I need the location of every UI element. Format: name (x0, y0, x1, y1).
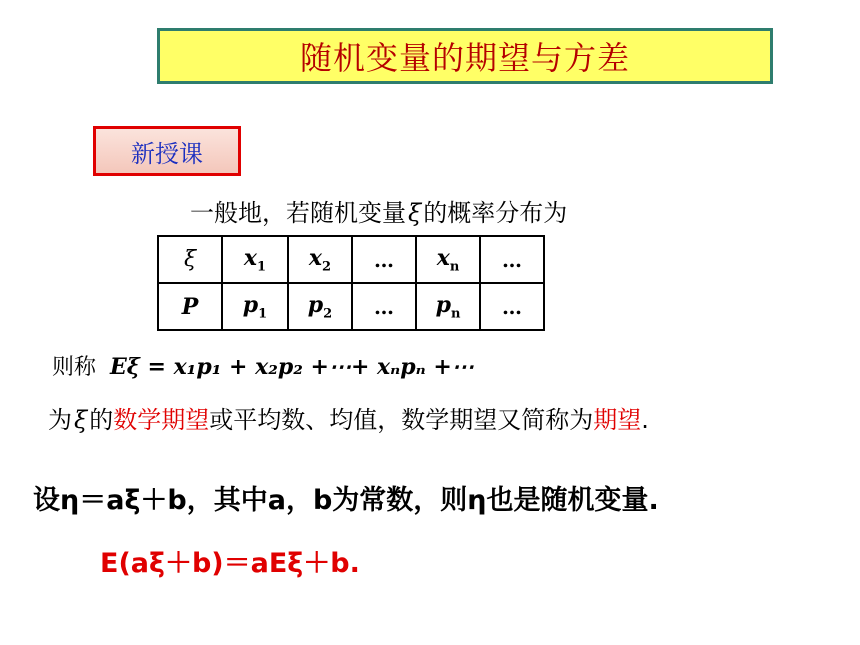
page-title: 随机变量的期望与方差 (299, 39, 630, 77)
intro-text-before: 一般地，若随机变量 (190, 199, 406, 227)
def-part1: 为 (48, 406, 72, 434)
xi-symbol: ξ (74, 406, 88, 434)
expectation-formula: Eξ = x₁p₁ + x₂p₂ +⋯+ xₙpₙ +⋯ (110, 354, 474, 380)
probability-distribution-table (157, 235, 545, 331)
term-mathematical-expectation: 数学期望 (113, 406, 210, 434)
formula-prefix: 则称 (52, 355, 97, 380)
cell-p1: $p_1$ (222, 283, 288, 330)
term-expectation: 期望 (593, 406, 642, 434)
row-head-xi: ξ (158, 236, 222, 283)
cell-x2: $x_2$ (288, 236, 352, 283)
definition-sentence (48, 400, 649, 435)
new-lesson-badge (93, 126, 241, 176)
expectation-formula-line (52, 350, 474, 381)
cell-pn: $p_n$ (416, 283, 480, 330)
linear-transform-statement: 设η＝aξ＋b，其中a，b为常数，则η也是随机变量. (33, 485, 659, 516)
title-banner (157, 28, 773, 84)
intro-sentence (190, 193, 567, 228)
cell-xn: $x_n$ (416, 236, 480, 283)
linearity-result: E(aξ＋b)＝aEξ＋b. (100, 548, 360, 579)
table-row-xi (158, 236, 544, 283)
cell-ellipsis: … (480, 283, 544, 330)
table-row-p (158, 283, 544, 330)
cell-ellipsis: … (352, 236, 416, 283)
cell-p2: $p_2$ (288, 283, 352, 330)
cell-ellipsis: … (480, 236, 544, 283)
xi-symbol: ξ (408, 199, 422, 227)
def-part3: 或平均数、均值，数学期望又简称为 (209, 406, 594, 434)
badge-label: 新授课 (131, 139, 203, 168)
def-part2: 的 (89, 406, 114, 434)
intro-text-after: 的概率分布为 (423, 199, 568, 227)
row-head-p: P (158, 283, 222, 330)
cell-ellipsis: … (352, 283, 416, 330)
def-end: . (641, 406, 649, 434)
cell-x1: $x_1$ (222, 236, 288, 283)
